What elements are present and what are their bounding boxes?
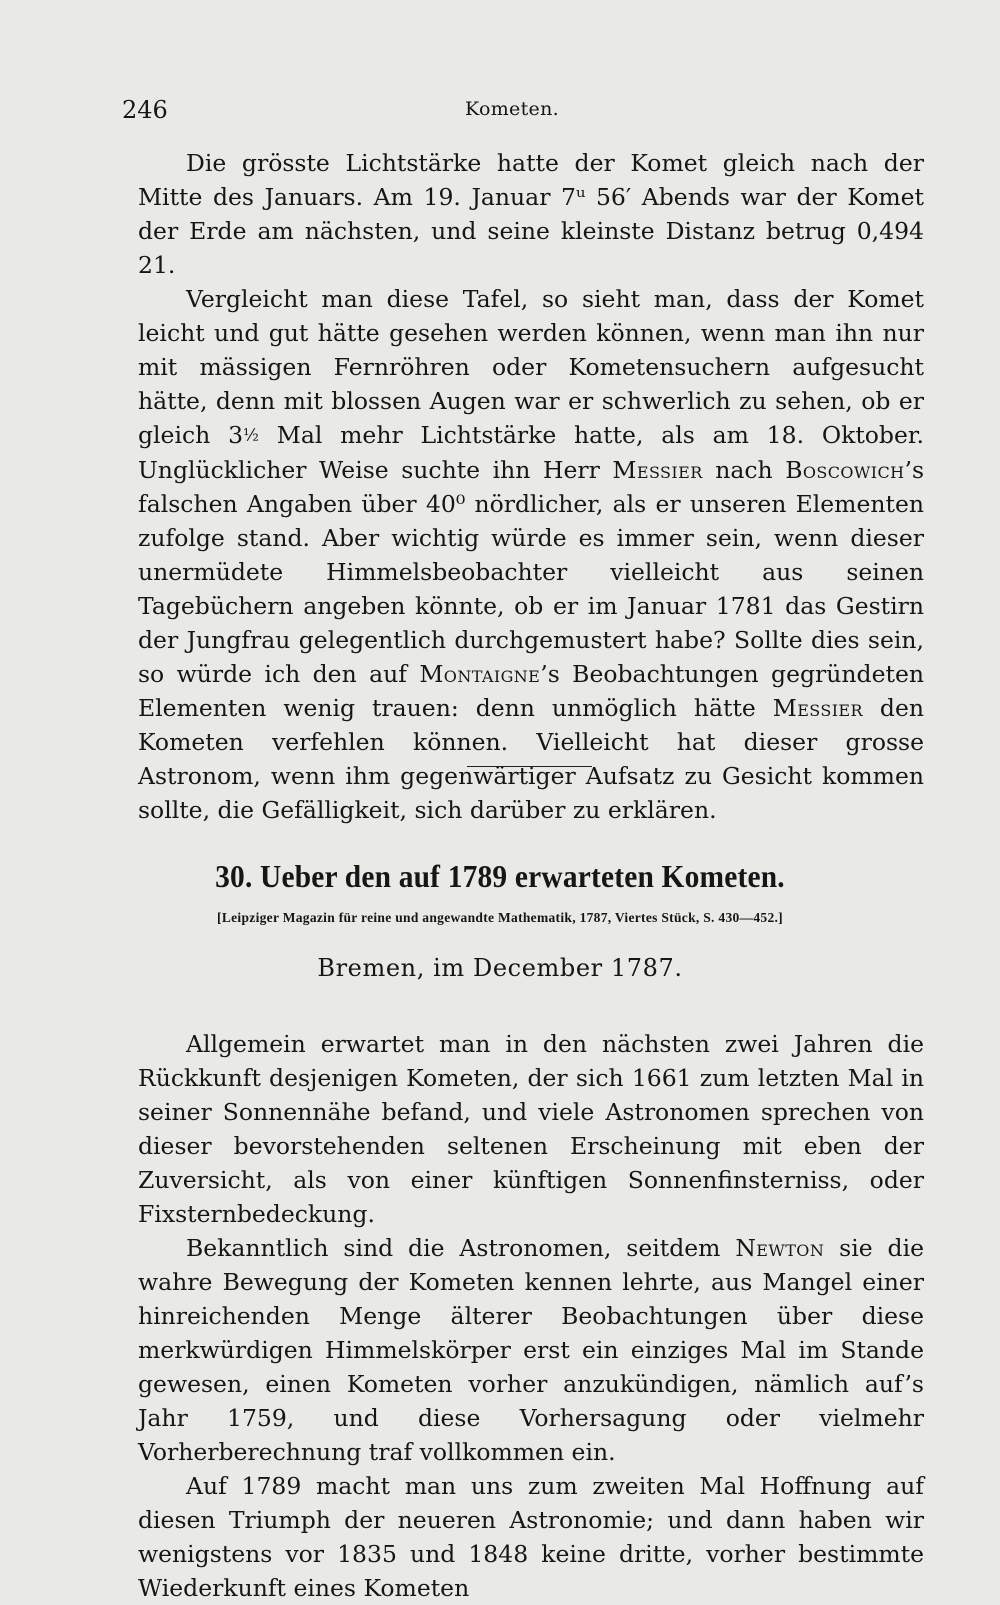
paragraph-text: nach: [702, 455, 786, 484]
paragraph-text: den Kometen verfehlen können. Vielleicht hat dieser grosse Astronom, wenn ihm gegenwärtiger Aufsatz zu Gesicht kommen sollte, die Gefälligkeit, sich darüber zu erklären.: [138, 693, 924, 824]
text-block-top: [138, 146, 924, 827]
paragraph: [138, 1469, 924, 1605]
person-name: Messier: [772, 693, 863, 722]
paragraph-text: Bekanntlich sind die Astronomen, seitdem: [186, 1234, 736, 1262]
paragraph-text: Auf 1789 macht man uns zum zweiten Mal Hoffnung auf diesen Triumph der neueren Astronomie; und dann haben wir wenigstens vor 1835 und 1848 keine dritte, vorher bestimmte Wiederkunft eines Kometen: [138, 1472, 924, 1602]
person-name: Messier: [612, 455, 703, 484]
paragraph-text: ’s falschen Angaben über 40⁰ nördlicher, als er unseren Elementen zufolge stand. Aber wichtig würde es immer sein, wenn dieser unermüdete Himmelsbeobachter vielleicht aus seinen Tagebüchern angeben könnte, ob er im Januar 1781 das Gestirn der Jungfrau gelegentlich durchgemustert habe? Sollte dies sein, so würde ich den auf: [138, 455, 925, 688]
fraction: ½: [243, 425, 259, 445]
paragraph-text: Allgemein erwartet man in den nächsten zwei Jahren die Rückkunft desjenigen Kometen, der sich 1661 zum letzten Mal in seiner Sonnennähe befand, und viele Astronomen sprechen von dieser bevorstehenden seltenen Erscheinung mit eben der Zuversicht, als von einer künftigen Sonnenfinsterniss, oder Fixsternbedeckung.: [138, 1030, 924, 1228]
paragraph: [138, 282, 924, 827]
paragraph-text: sie die wahre Bewegung der Kometen kennen lehrte, aus Mangel einer hinreichenden Menge älterer Beobachtungen über diese merkwürdigen Himmelskörper erst ein einziges Mal im Stande gewesen, einen Kometen vorher anzukündigen, nämlich auf’s Jahr 1759, und diese Vorhersagung oder vielmehr Vorherberechnung traf vollkommen ein.: [138, 1234, 925, 1466]
person-name: Montaigne: [419, 659, 541, 688]
paragraph: [138, 1027, 924, 1231]
running-head: Kometen.: [465, 98, 559, 120]
paragraph: [138, 146, 924, 282]
section-divider: [467, 766, 592, 767]
page-number: 246: [122, 96, 168, 124]
paragraph-text: Vergleicht man diese Tafel, so sieht man, dass der Komet leicht und gut hätte gesehen werden können, wenn man ihn nur mit mässigen Fernröhren oder Kometensuchern aufgesucht hätte, denn mit blossen Augen war er schwerlich zu sehen, ob er gleich 3: [138, 285, 924, 449]
person-name: Boscowich: [785, 455, 905, 484]
text-block-bottom: [138, 1027, 924, 1605]
paragraph: [138, 1231, 924, 1469]
page-header: [122, 96, 902, 126]
dateline: Bremen, im December 1787.: [317, 954, 683, 982]
paragraph-text: Mal mehr Lichtstärke hatte, als am 18. Oktober. Unglücklicher Weise suchte ihn Herr: [138, 421, 925, 484]
source-citation: [Leipziger Magazin für reine und angewandte Mathematik, 1787, Viertes Stück, S. 430—452.]: [217, 910, 783, 925]
section-title: 30. Ueber den auf 1789 erwarteten Kometen.: [215, 858, 785, 894]
paragraph-text: ’s Beobachtungen gegründeten Elementen wenig trauen: denn unmöglich hätte: [138, 659, 924, 722]
person-name: Newton: [735, 1234, 825, 1262]
paragraph-text: Die grösste Lichtstärke hatte der Komet gleich nach der Mitte des Januars. Am 19. Januar 7ᵘ 56′ Abends war der Komet der Erde am nächsten, und seine kleinste Distanz betrug 0,494 21.: [138, 149, 924, 279]
